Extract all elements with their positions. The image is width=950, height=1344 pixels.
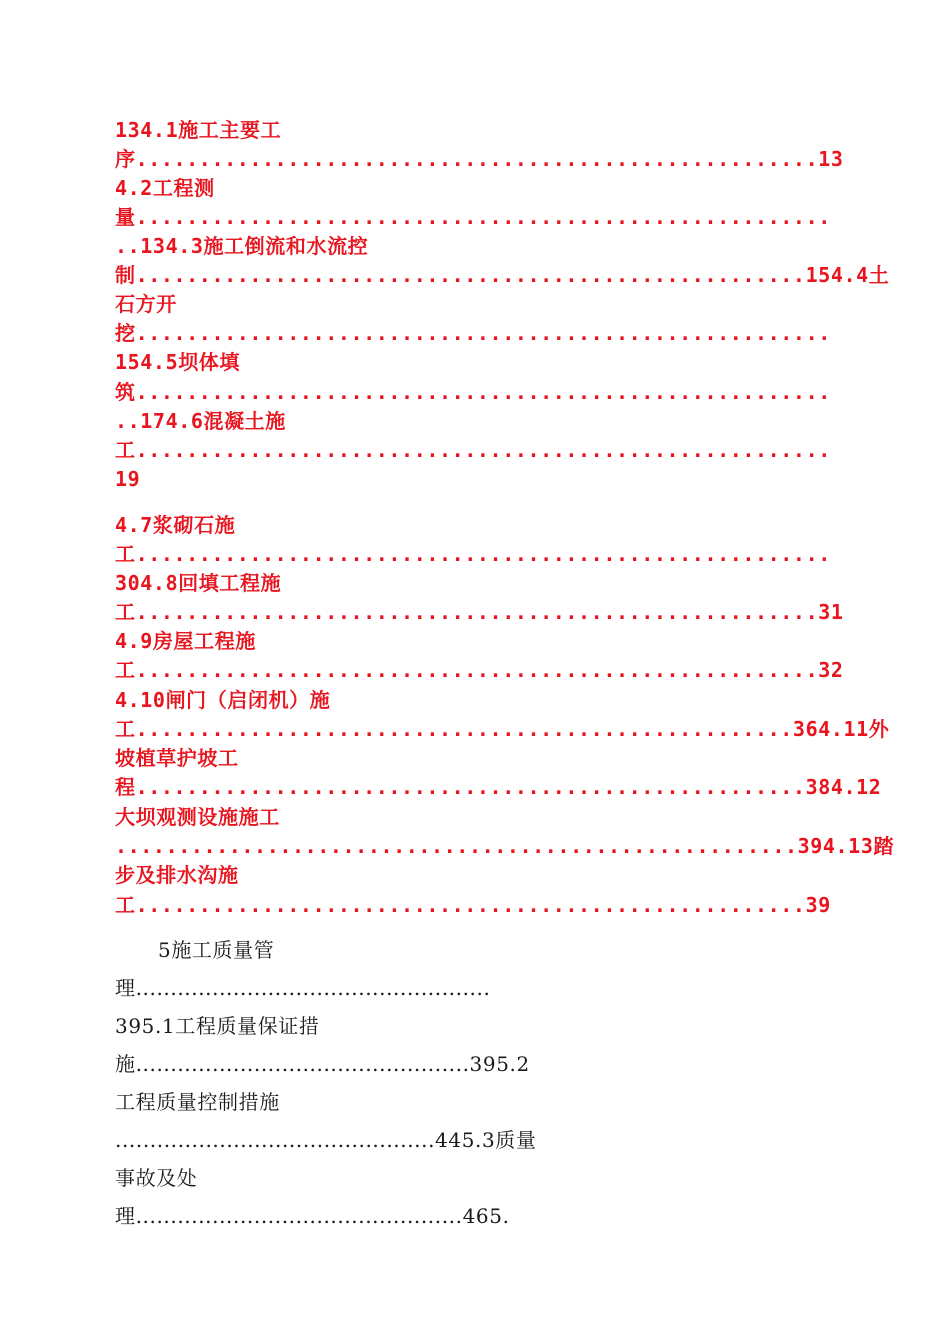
toc-line: 工程质量控制措施 xyxy=(115,1090,280,1114)
toc-line: ..............................................445.3质量 xyxy=(115,1128,537,1152)
toc-line: 19 xyxy=(115,467,141,491)
toc-line: 134.1施工主要工 xyxy=(115,118,282,142)
toc-line: ......................................................394.13踏 xyxy=(115,834,895,858)
toc-line: 304.8回填工程施 xyxy=(115,571,282,595)
toc-line: 5施工质量管 xyxy=(158,938,275,962)
toc-line: 制.....................................................154.4土 xyxy=(115,263,890,287)
toc-line: 395.1工程质量保证措 xyxy=(115,1014,320,1038)
toc-line: 量....................................................... xyxy=(115,205,831,229)
toc-line: 工......................................................32 xyxy=(115,658,844,682)
toc-line: 石方开 xyxy=(115,292,177,316)
toc-line: 施................................................395.2 xyxy=(115,1052,530,1076)
toc-line: 筑....................................................... xyxy=(115,380,831,404)
toc-line: 工....................................................... xyxy=(115,542,831,566)
toc-line: 挖....................................................... xyxy=(115,321,831,345)
toc-line: 工.....................................................39 xyxy=(115,893,831,917)
toc-line: 工....................................................... xyxy=(115,438,831,462)
toc-line: 大坝观测设施施工 xyxy=(115,805,280,829)
toc-line: 事故及处 xyxy=(115,1166,198,1190)
toc-line: 程.....................................................384.12 xyxy=(115,775,882,799)
toc-line: 4.7浆砌石施 xyxy=(115,513,236,537)
toc-line: 理...............................................465. xyxy=(115,1204,510,1228)
toc-line: ..134.3施工倒流和水流控 xyxy=(115,234,369,258)
toc-line: 4.9房屋工程施 xyxy=(115,629,256,653)
toc-line: 步及排水沟施 xyxy=(115,863,239,887)
toc-line: 工....................................................364.11外 xyxy=(115,717,890,741)
toc-line: 序......................................................13 xyxy=(115,147,844,171)
toc-line: 坡植草护坡工 xyxy=(115,746,239,770)
toc-line: 4.10闸门（启闭机）施 xyxy=(115,688,331,712)
toc-line: 154.5坝体填 xyxy=(115,350,241,374)
toc-line: 理................................................... xyxy=(115,976,491,1000)
toc-line: ..174.6混凝土施 xyxy=(115,409,286,433)
toc-line: 工......................................................31 xyxy=(115,600,844,624)
toc-line: 4.2工程测 xyxy=(115,176,215,200)
